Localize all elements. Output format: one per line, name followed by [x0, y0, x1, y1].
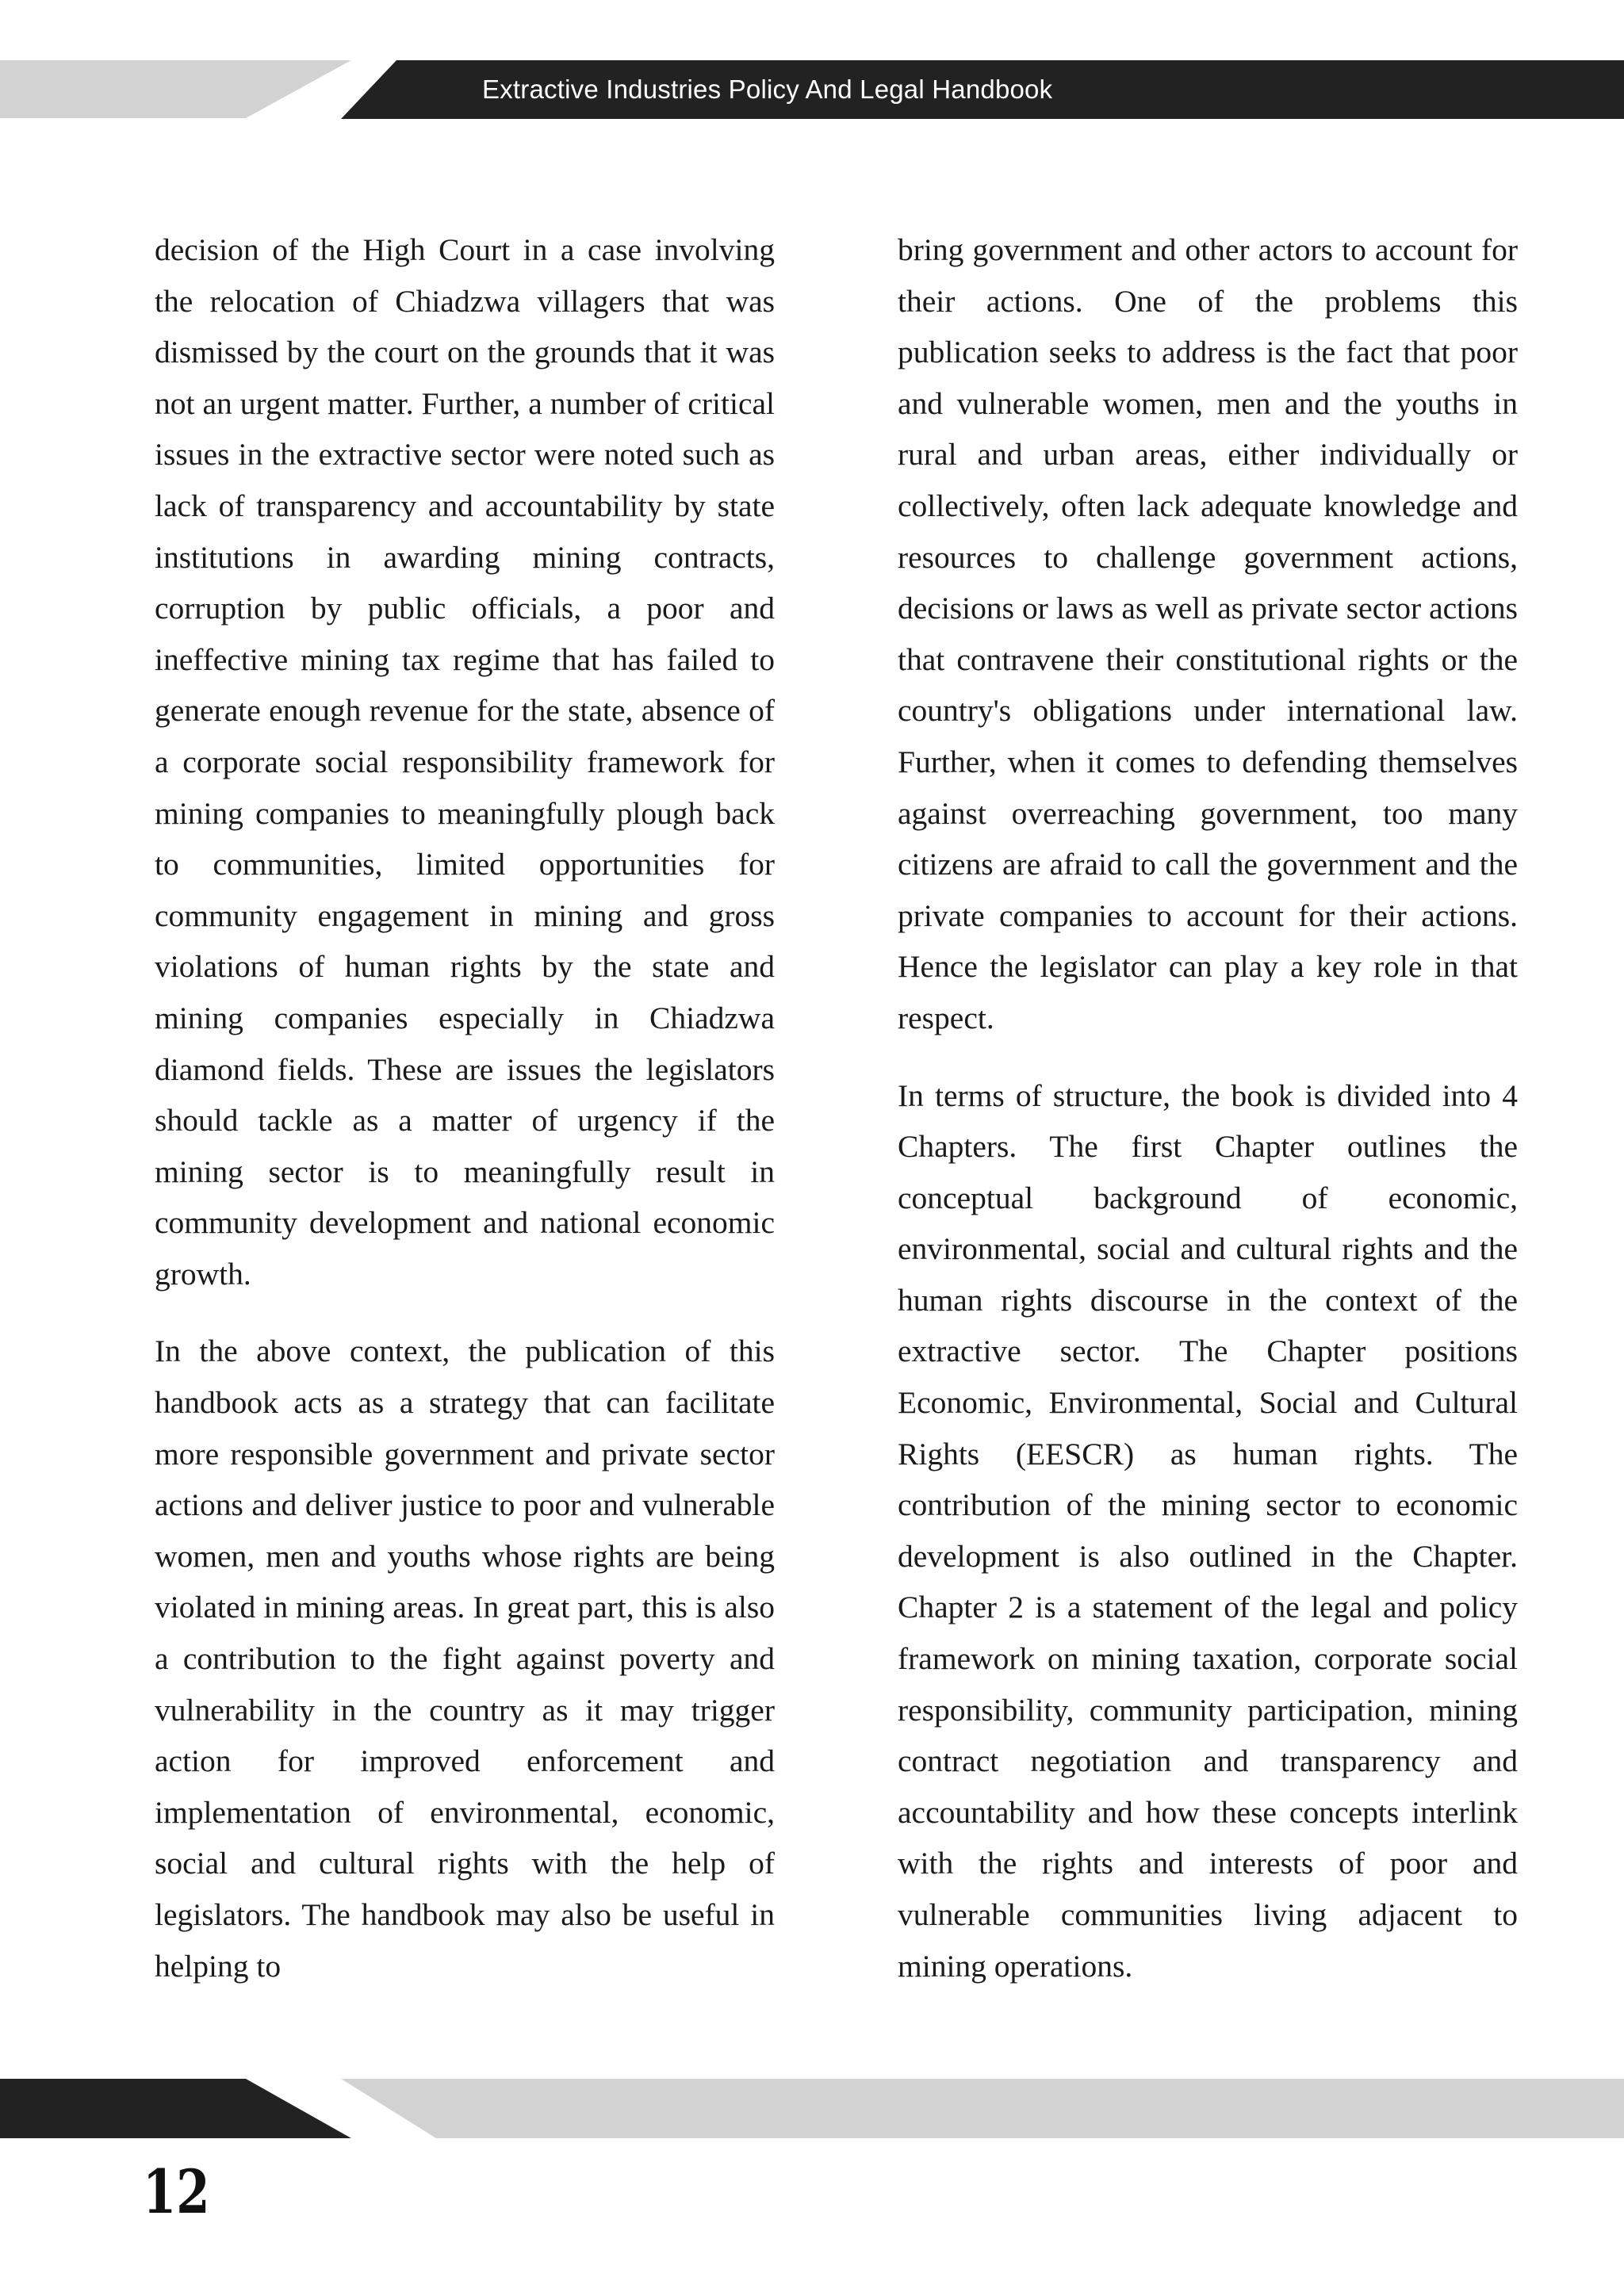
- page-number: 12: [143, 2156, 210, 2227]
- running-header-title: Extractive Industries Policy And Legal Handbook: [482, 75, 1053, 104]
- footer-band-light: [341, 2079, 1624, 2138]
- paragraph: decision of the High Court in a case involving the relocation of Chiadzwa villagers that was dismissed by the court on the grounds that it was not an urgent matter. Further, a number of critical issues in the extractive sector were noted such as lack of transparency and accountability by state institutions in awarding mining contracts, corruption by public officials, a poor and ineffective mining tax regime that has failed to generate enough revenue for the state, absence of a corporate social responsibility framework for mining companies to meaningfully plough back to communities, limited opportunities for community engagement in mining and gross violations of human rights by the state and mining companies especially in Chiadzwa diamond fields. These are issues the legislators should tackle as a matter of urgency if the mining sector is to meaningfully result in community development and national economic growth.: [155, 232, 775, 1292]
- paragraph: In the above context, the publication of this handbook acts as a strategy that can facilitate more responsible government and private sector actions and deliver justice to poor and vulnerable women, men and youths whose rights are being violated in mining areas. In great part, this is also a contribution to the fight against poverty and vulnerability in the country as it may trigger action for improved enforcement and implementation of environmental, economic, social and cultural rights with the help of legislators. The handbook may also be useful in helping to: [155, 1334, 775, 1984]
- footer-band-dark: [0, 2079, 351, 2138]
- paragraph: bring government and other actors to account for their actions. One of the problems this publication seeks to address is the fact that poor and vulnerable women, men and the youths in rural and urban areas, either individually or collectively, often lack adequate knowledge and resources to challenge government actions, decisions or laws as well as private sector actions that contravene their constitutional rights or the country's obligations under international law. Further, when it comes to defending themselves against overreaching government, too many citizens are afraid to call the government and the private companies to account for their actions. Hence the legislator can play a key role in that respect.: [898, 232, 1518, 1035]
- paragraph: In terms of structure, the book is divided into 4 Chapters. The first Chapter outlines the conceptual background of economic, environmental, social and cultural rights and the human rights discourse in the context of the extractive sector. The Chapter positions Economic, Environmental, Social and Cultural Rights (EESCR) as human rights. The contribution of the mining sector to economic development is also outlined in the Chapter. Chapter 2 is a statement of the legal and policy framework on mining taxation, corporate social responsibility, community participation, mining contract negotiation and transparency and accountability and how these concepts interlink with the rights and interests of poor and vulnerable communities living adjacent to mining operations.: [898, 1077, 1518, 1984]
